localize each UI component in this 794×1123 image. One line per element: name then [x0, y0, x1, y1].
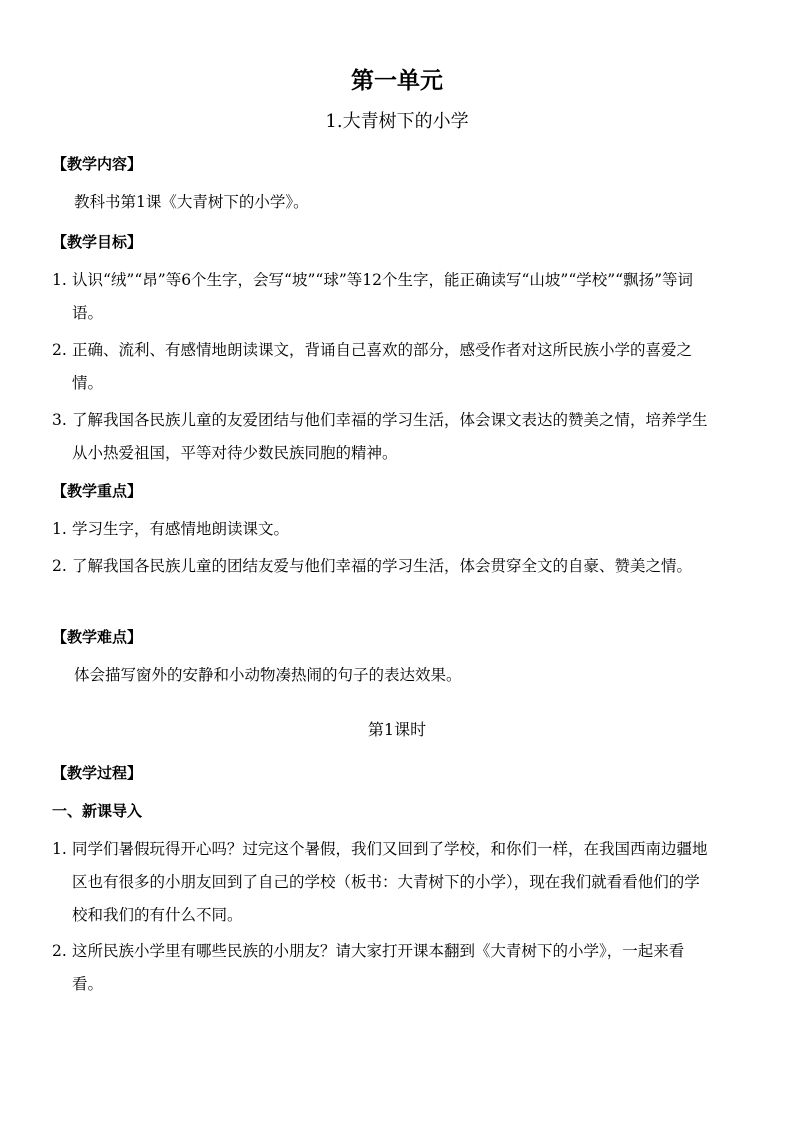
goal-item-1 — [52, 264, 712, 330]
process-text: 这所民族小学里有哪些民族的小朋友？请大家打开课本翻到《大青树下的小学》，一起来看看。 — [72, 942, 685, 993]
goal-text: 认识“绒”“昂”等6个生字，会写“坡”“球”等12个生字，能正确读写“山坡”“学校”“飘扬”等词语。 — [72, 271, 694, 322]
goal-item-2 — [52, 334, 712, 400]
goal-number: 1. — [52, 271, 67, 289]
goal-text: 正确、流利、有感情地朗读课文，背诵自己喜欢的部分，感受作者对这所民族小学的喜爱之情。 — [72, 341, 693, 392]
difficulties-text: 体会描写窗外的安静和小动物凑热闹的句子的表达效果。 — [74, 666, 462, 684]
section-new-lesson-intro: 一、新课导入 — [52, 802, 143, 820]
goal-text: 了解我国各民族儿童的友爱团结与他们幸福的学习生活，体会课文表达的赞美之情，培养学生从小热爱祖国，平等对待少数民族同胞的精神。 — [72, 411, 708, 462]
heading-difficulties: 【教学难点】 — [52, 628, 143, 646]
heading-teaching-content: 【教学内容】 — [52, 155, 143, 173]
goal-number: 2. — [52, 341, 67, 359]
heading-key-points: 【教学重点】 — [52, 482, 143, 500]
key-point-number: 2. — [52, 557, 67, 575]
lesson-period-label: 第1课时 — [367, 720, 427, 739]
process-item-1 — [52, 833, 712, 932]
heading-teaching-goals: 【教学目标】 — [52, 233, 143, 251]
process-item-2 — [52, 935, 712, 1001]
goal-number: 3. — [52, 411, 67, 429]
process-text: 同学们暑假玩得开心吗？过完这个暑假，我们又回到了学校，和你们一样，在我国西南边疆地区也有很多的小朋友回到了自己的学校（板书：大青树下的小学），现在我们就看看他们的学校和我们的有什么不同。 — [72, 840, 708, 924]
unit-title: 第一单元 — [351, 68, 443, 94]
key-point-number: 1. — [52, 520, 67, 538]
teaching-content-text: 教科书第1课《大青树下的小学》。 — [74, 193, 309, 211]
key-point-item-2 — [52, 550, 712, 583]
goal-item-3 — [52, 404, 712, 470]
lesson-title: 1.大青树下的小学 — [325, 111, 469, 132]
heading-teaching-process: 【教学过程】 — [52, 764, 143, 782]
process-number: 2. — [52, 942, 67, 960]
key-point-text: 学习生字，有感情地朗读课文。 — [72, 520, 290, 538]
key-point-text: 了解我国各民族儿童的团结友爱与他们幸福的学习生活，体会贯穿全文的自豪、赞美之情。 — [72, 557, 693, 575]
key-point-item-1 — [52, 513, 712, 546]
process-number: 1. — [52, 840, 67, 858]
